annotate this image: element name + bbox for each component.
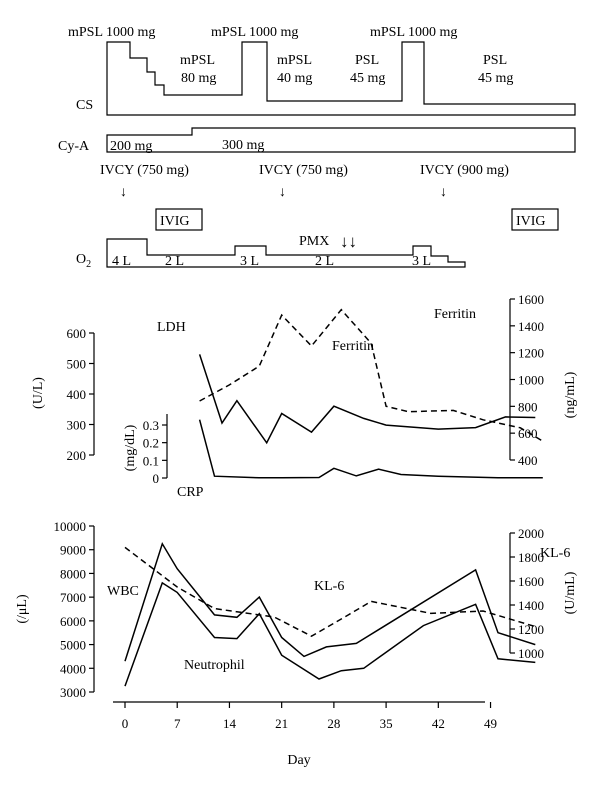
ldh-tick-label-1: 300 xyxy=(66,417,86,433)
ferritin-tick-label-1: 600 xyxy=(518,426,538,442)
o2-row-label-sub: 2 xyxy=(86,259,92,270)
cell-count-tick-label-6: 9000 xyxy=(60,542,86,558)
cya-dose-profile xyxy=(107,128,575,152)
kl6-tick-label-5: 2000 xyxy=(518,526,544,541)
day-axis-label: Day xyxy=(287,753,311,768)
cs-dose-1-line1: mPSL 1000 mg xyxy=(68,25,156,40)
kl6-tick-group xyxy=(510,526,544,661)
cell-count-axis-label: (/μL) xyxy=(15,594,30,624)
o2-flow-1: 4 L xyxy=(112,254,132,269)
cell-count-tick-label-5: 8000 xyxy=(60,566,86,582)
kl6-series-label: KL-6 xyxy=(314,579,345,594)
o2-flow-4: 2 L xyxy=(315,254,335,269)
ferritin-tick-label-3: 1000 xyxy=(518,372,544,388)
cs-dose-3-line1: mPSL 1000 mg xyxy=(211,25,299,40)
wbc-line xyxy=(125,544,535,661)
ferritin-axis-label: (ng/mL) xyxy=(563,371,578,419)
day-tick-label-6: 42 xyxy=(431,716,445,731)
cya-dose-2: 300 mg xyxy=(222,138,265,153)
cs-row-label: CS xyxy=(76,98,94,113)
crp-tick-label-0: 0 xyxy=(152,471,159,486)
cs-dose-7-line1: PSL xyxy=(483,53,508,68)
cya-row-label: Cy-A xyxy=(58,139,90,154)
crp-tick-group xyxy=(143,418,167,486)
wbc-series-label: WBC xyxy=(107,584,139,599)
ldh-tick-label-2: 400 xyxy=(66,387,86,402)
cell-count-tick-label-3: 6000 xyxy=(60,613,86,629)
ferritin-tick-label-5: 1400 xyxy=(518,318,544,334)
o2-row-label-main: O xyxy=(76,252,87,267)
ivig-2-label: IVIG xyxy=(516,214,546,229)
crp-axis-label: (mg/dL) xyxy=(123,424,138,472)
o2-flow-2: 2 L xyxy=(165,254,185,269)
ldh-tick-label-3: 500 xyxy=(66,356,86,372)
kl6-tick-label-3: 1600 xyxy=(518,574,544,589)
pmx-label: PMX xyxy=(299,234,330,249)
crp-tick-label-3: 0.3 xyxy=(142,418,159,433)
cell-count-tick-label-7: 10000 xyxy=(53,519,86,534)
cell-count-tick-label-2: 5000 xyxy=(60,637,86,653)
cell-count-tick-label-0: 3000 xyxy=(60,685,86,700)
day-tick-label-3: 21 xyxy=(275,716,289,731)
day-tick-label-5: 35 xyxy=(379,716,393,731)
ivcy-3-arrow: ↓ xyxy=(440,185,447,200)
ldh-tick-label-0: 200 xyxy=(66,448,86,463)
day-tick-label-1: 7 xyxy=(173,716,181,731)
ferritin-tick-label-2: 800 xyxy=(518,399,538,415)
crp-line xyxy=(200,420,543,478)
cs-dose-2-line1: mPSL xyxy=(180,53,216,68)
ivcy-1-arrow: ↓ xyxy=(120,185,127,200)
ivcy-3-label: IVCY (900 mg) xyxy=(420,163,509,178)
chart1-series-group xyxy=(200,310,543,478)
ldh-line xyxy=(200,354,536,442)
kl6-axis-title: KL-6 xyxy=(540,546,571,561)
ldh-axis-label: (U/L) xyxy=(31,377,46,409)
cell-count-tick-label-4: 7000 xyxy=(60,590,86,606)
neutrophil-series-label: Neutrophil xyxy=(184,658,245,673)
ivcy-1-label: IVCY (750 mg) xyxy=(100,163,189,178)
day-tick-group xyxy=(122,702,497,731)
day-tick-label-4: 28 xyxy=(327,716,341,731)
ferritin-tick-group xyxy=(510,292,544,468)
kl6-tick-label-4: 1800 xyxy=(518,550,544,565)
crp-tick-label-2: 0.2 xyxy=(142,435,159,451)
o2-row-label xyxy=(76,252,91,270)
cs-dose-2-line2: 80 mg xyxy=(181,71,217,86)
kl6-axis-label: (U/mL) xyxy=(563,571,578,615)
cs-dose-4-line1: mPSL xyxy=(277,53,313,68)
ldh-tick-group xyxy=(67,326,95,463)
wbc-neutrophil-kl6-chart xyxy=(15,519,578,768)
cell-count-tick-label-1: 4000 xyxy=(60,661,86,677)
kl6-tick-label-2: 1400 xyxy=(518,598,544,613)
ldh-ferritin-crp-chart xyxy=(31,292,578,500)
ferritin-tick-label-6: 1600 xyxy=(518,292,544,307)
cs-dose-5-line1: PSL xyxy=(355,53,380,68)
day-tick-label-2: 14 xyxy=(222,716,236,731)
crp-tick-label-1: 0.1 xyxy=(142,453,159,469)
ivig-1-label: IVIG xyxy=(160,214,190,229)
o2-flow-3: 3 L xyxy=(240,254,260,269)
kl6-tick-label-1: 1200 xyxy=(518,622,544,637)
o2-flow-5: 3 L xyxy=(412,254,432,269)
ldh-tick-label-4: 600 xyxy=(66,326,86,341)
pmx-arrows: ↓↓ xyxy=(340,232,357,251)
cell-count-tick-group xyxy=(54,519,95,700)
ferritin-tick-label-0: 400 xyxy=(518,453,538,468)
ldh-series-label: LDH xyxy=(157,320,186,335)
cs-dose-7-line2: 45 mg xyxy=(478,71,514,86)
cs-dose-4-line2: 40 mg xyxy=(277,71,313,86)
ivcy-2-arrow: ↓ xyxy=(279,185,286,200)
day-tick-label-0: 0 xyxy=(121,716,129,731)
day-tick-label-7: 49 xyxy=(484,716,498,731)
ferritin-axis-title: Ferritin xyxy=(434,307,476,322)
cya-dose-1: 200 mg xyxy=(110,139,153,154)
cs-dose-6-line1: mPSL 1000 mg xyxy=(370,25,458,40)
treatment-timeline xyxy=(58,25,575,270)
ivcy-2-label: IVCY (750 mg) xyxy=(259,163,348,178)
cs-dose-5-line2: 45 mg xyxy=(350,71,386,86)
ferritin-series-label: Ferritin xyxy=(332,339,374,354)
crp-series-label: CRP xyxy=(177,485,204,500)
kl6-tick-label-0: 1000 xyxy=(518,646,544,661)
ferritin-tick-label-4: 1200 xyxy=(518,345,544,361)
